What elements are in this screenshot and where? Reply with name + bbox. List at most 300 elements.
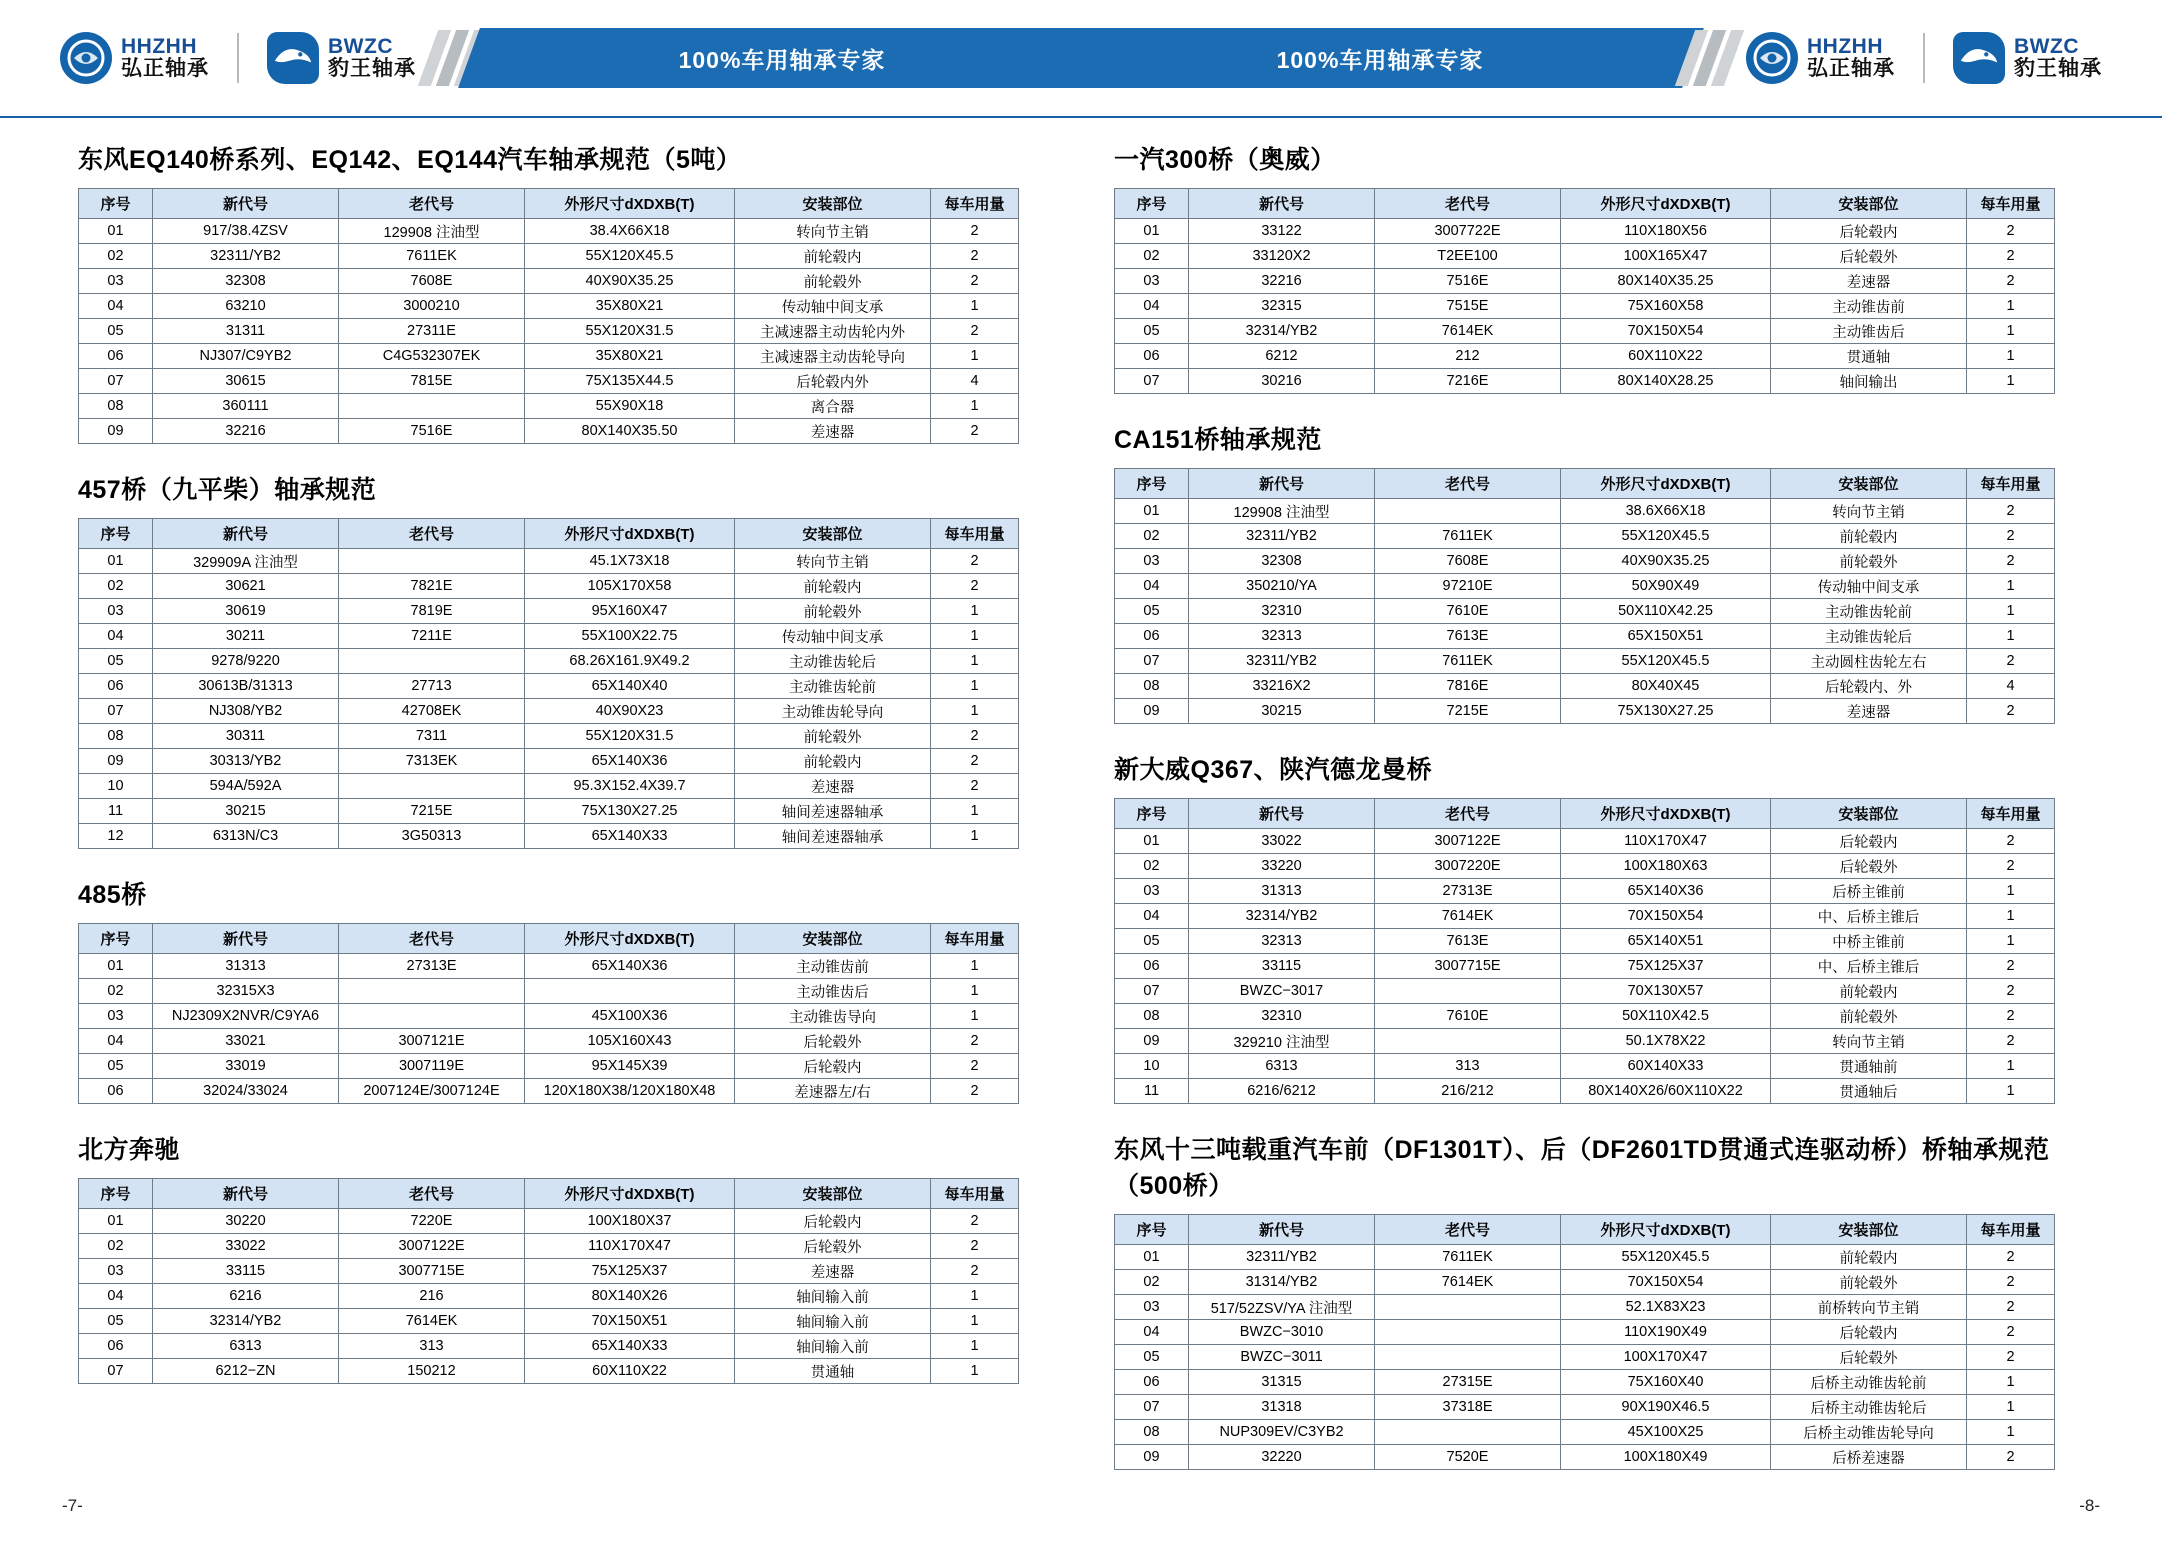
table-cell: 04 xyxy=(1115,904,1189,929)
banner-slogan-left: 100%车用轴承专家 xyxy=(678,46,886,73)
hhzhh-cn: 弘正轴承 xyxy=(121,57,209,80)
table-cell: 75X160X40 xyxy=(1561,1370,1771,1395)
table-cell: 80X140X26/60X110X22 xyxy=(1561,1079,1771,1104)
column-header: 每车用量 xyxy=(931,1179,1019,1209)
table-cell: 32024/33024 xyxy=(153,1079,339,1104)
section-title: 东风十三吨载重汽车前（DF1301T）、后（DF2601TD贯通式连驱动桥）桥轴承规范（500桥） xyxy=(1114,1136,2050,1200)
table-cell: 中、后桥主锥后 xyxy=(1771,904,1967,929)
table-cell: 贯通轴 xyxy=(1771,344,1967,369)
logo-group-left xyxy=(0,32,416,84)
table-cell: 主动锥齿导向 xyxy=(735,1004,931,1029)
table-cell: 33021 xyxy=(153,1029,339,1054)
table-row xyxy=(79,369,1019,394)
table-cell: 100X170X47 xyxy=(1561,1345,1771,1370)
table-cell: 轴间输入前 xyxy=(735,1284,931,1309)
column-header: 序号 xyxy=(79,924,153,954)
table-cell: 1 xyxy=(1967,1079,2055,1104)
table-cell: 4 xyxy=(1967,674,2055,699)
column-header: 安装部位 xyxy=(1771,189,1967,219)
column-header: 安装部位 xyxy=(1771,469,1967,499)
table-cell: 105X160X43 xyxy=(525,1029,735,1054)
table-cell: 7220E xyxy=(339,1209,525,1234)
table-cell xyxy=(1375,1029,1561,1054)
table-cell: 33120X2 xyxy=(1189,244,1375,269)
table-cell: 差速器 xyxy=(735,774,931,799)
table-cell: 前轮毂内 xyxy=(735,244,931,269)
table-cell: 32314/YB2 xyxy=(1189,319,1375,344)
section-title: 北方奔驰 xyxy=(78,1136,181,1164)
table-cell: 1 xyxy=(931,649,1019,674)
table-cell: 差速器 xyxy=(1771,699,1967,724)
section-title: CA151桥轴承规范 xyxy=(1114,426,1322,454)
table-cell: 后轮毂外 xyxy=(735,1029,931,1054)
page-content xyxy=(0,118,2162,1496)
table-cell: 35X80X21 xyxy=(525,344,735,369)
bwzc-logo-icon xyxy=(1953,32,2005,84)
table-cell: 55X120X45.5 xyxy=(1561,524,1771,549)
table-cell: 32314/YB2 xyxy=(153,1309,339,1334)
column-header: 外形尺寸dXDXB(T) xyxy=(525,924,735,954)
table-cell: 主动锥齿轮后 xyxy=(1771,624,1967,649)
table-cell: 2 xyxy=(1967,1345,2055,1370)
table-cell: 04 xyxy=(1115,1320,1189,1345)
table-cell: NUP309EV/C3YB2 xyxy=(1189,1420,1375,1445)
table-cell: 1 xyxy=(931,954,1019,979)
table-row xyxy=(1115,674,2055,699)
table-cell: 2 xyxy=(1967,1245,2055,1270)
column-header: 老代号 xyxy=(1375,469,1561,499)
table-cell: 33115 xyxy=(153,1259,339,1284)
column-header: 外形尺寸dXDXB(T) xyxy=(1561,469,1771,499)
table-cell: 后轮毂内 xyxy=(1771,219,1967,244)
table-cell: 后轮毂内、外 xyxy=(1771,674,1967,699)
table-cell xyxy=(339,394,525,419)
table-cell: 中桥主锥前 xyxy=(1771,929,1967,954)
table-cell: 110X170X47 xyxy=(525,1234,735,1259)
table-cell: 329210 注油型 xyxy=(1189,1029,1375,1054)
table-cell: 80X140X35.25 xyxy=(1561,269,1771,294)
header-banner xyxy=(422,28,1740,88)
table-row xyxy=(1115,929,2055,954)
table-cell: 后桥差速器 xyxy=(1771,1445,1967,1470)
table-cell: 1 xyxy=(1967,904,2055,929)
table-cell: 06 xyxy=(79,674,153,699)
table-cell: 33220 xyxy=(1189,854,1375,879)
table-row xyxy=(1115,244,2055,269)
table-row xyxy=(1115,499,2055,524)
table-cell: 68.26X161.9X49.2 xyxy=(525,649,735,674)
table-cell: T2EE100 xyxy=(1375,244,1561,269)
table-cell: 65X150X51 xyxy=(1561,624,1771,649)
table-cell: 3000210 xyxy=(339,294,525,319)
table-cell: 7815E xyxy=(339,369,525,394)
column-header: 每车用量 xyxy=(931,519,1019,549)
table-cell: 01 xyxy=(1115,829,1189,854)
page-number-left: -7- xyxy=(62,1496,83,1515)
table-cell: 贯通轴 xyxy=(735,1359,931,1384)
table-cell: 01 xyxy=(1115,219,1189,244)
table-cell: 50.1X78X22 xyxy=(1561,1029,1771,1054)
table-cell: 150212 xyxy=(339,1359,525,1384)
logo-hhzhh-left xyxy=(60,32,209,84)
table-cell: 105X170X58 xyxy=(525,574,735,599)
table-cell: 1 xyxy=(1967,344,2055,369)
table-row xyxy=(79,1359,1019,1384)
table-cell: 转向节主销 xyxy=(735,549,931,574)
bwzc-en: BWZC xyxy=(2014,34,2079,58)
table-cell: 后桥主动锥齿轮导向 xyxy=(1771,1420,1967,1445)
table-cell: 1 xyxy=(931,599,1019,624)
spec-table xyxy=(1114,468,2055,724)
table-row xyxy=(79,799,1019,824)
table-cell: 2 xyxy=(1967,649,2055,674)
table-cell: 7608E xyxy=(1375,549,1561,574)
table-cell: 主动锥齿轮后 xyxy=(735,649,931,674)
table-cell: 1 xyxy=(1967,929,2055,954)
table-cell: 45.1X73X18 xyxy=(525,549,735,574)
table-cell: 313 xyxy=(339,1334,525,1359)
table-cell xyxy=(1375,1295,1561,1320)
spec-table xyxy=(1114,798,2055,1104)
table-row xyxy=(1115,1270,2055,1295)
table-cell: 30313/YB2 xyxy=(153,749,339,774)
table-cell: 55X120X31.5 xyxy=(525,724,735,749)
table-cell: 35X80X21 xyxy=(525,294,735,319)
table-cell: 03 xyxy=(79,269,153,294)
table-cell: 2 xyxy=(931,749,1019,774)
table-cell: 4 xyxy=(931,369,1019,394)
table-row xyxy=(79,724,1019,749)
table-cell: 02 xyxy=(1115,1270,1189,1295)
table-cell: 07 xyxy=(79,1359,153,1384)
table-row xyxy=(1115,1320,2055,1345)
page-number-right: -8- xyxy=(2079,1496,2100,1515)
table-cell: 2 xyxy=(1967,1004,2055,1029)
hhzhh-en: HHZHH xyxy=(121,34,197,58)
column-header: 安装部位 xyxy=(735,519,931,549)
table-cell: 后轮毂外 xyxy=(1771,854,1967,879)
table-cell: BWZC−3011 xyxy=(1189,1345,1375,1370)
table-cell: 212 xyxy=(1375,344,1561,369)
column-header: 老代号 xyxy=(339,1179,525,1209)
spec-section xyxy=(60,1130,1040,1384)
table-cell: 7613E xyxy=(1375,929,1561,954)
table-cell: 70X130X57 xyxy=(1561,979,1771,1004)
table-row xyxy=(79,1054,1019,1079)
table-cell: 30216 xyxy=(1189,369,1375,394)
table-row xyxy=(79,674,1019,699)
table-cell: 38.6X66X18 xyxy=(1561,499,1771,524)
table-row xyxy=(1115,369,2055,394)
table-cell: 1 xyxy=(931,1284,1019,1309)
table-row xyxy=(79,1259,1019,1284)
table-cell: 前轮毂内 xyxy=(1771,979,1967,1004)
table-cell: 2 xyxy=(931,574,1019,599)
column-header: 新代号 xyxy=(1189,1215,1375,1245)
table-cell: 1 xyxy=(931,699,1019,724)
table-cell: 6212 xyxy=(1189,344,1375,369)
table-cell: 27311E xyxy=(339,319,525,344)
table-cell: 360111 xyxy=(153,394,339,419)
table-row xyxy=(1115,599,2055,624)
table-cell: 7614EK xyxy=(1375,319,1561,344)
table-cell: 90X190X46.5 xyxy=(1561,1395,1771,1420)
table-row xyxy=(1115,269,2055,294)
column-header: 序号 xyxy=(79,1179,153,1209)
table-cell: 31315 xyxy=(1189,1370,1375,1395)
column-header: 序号 xyxy=(1115,1215,1189,1245)
table-cell: 80X140X28.25 xyxy=(1561,369,1771,394)
hhzhh-en: HHZHH xyxy=(1807,34,1883,58)
table-cell: 后桥主锥前 xyxy=(1771,879,1967,904)
table-cell: 313 xyxy=(1375,1054,1561,1079)
table-cell: 04 xyxy=(1115,294,1189,319)
table-cell: 02 xyxy=(1115,524,1189,549)
spec-section xyxy=(60,470,1040,849)
table-cell: 80X140X26 xyxy=(525,1284,735,1309)
section-title: 一汽300桥（奥威） xyxy=(1114,146,1336,174)
table-cell: 传动轴中间支承 xyxy=(1771,574,1967,599)
table-cell: 后轮毂内 xyxy=(1771,1320,1967,1345)
table-cell: 7610E xyxy=(1375,1004,1561,1029)
table-row xyxy=(1115,879,2055,904)
table-cell: 65X140X51 xyxy=(1561,929,1771,954)
table-cell: 主减速器主动齿轮导向 xyxy=(735,344,931,369)
table-cell: 03 xyxy=(79,1259,153,1284)
table-cell: BWZC−3010 xyxy=(1189,1320,1375,1345)
table-cell: 216 xyxy=(339,1284,525,1309)
table-cell: 2 xyxy=(931,1054,1019,1079)
table-cell: 31313 xyxy=(1189,879,1375,904)
table-cell: 32310 xyxy=(1189,599,1375,624)
table-header-row xyxy=(79,1179,1019,1209)
table-cell: 2 xyxy=(1967,1445,2055,1470)
table-cell: 7313EK xyxy=(339,749,525,774)
table-cell: 80X40X45 xyxy=(1561,674,1771,699)
spec-table xyxy=(1114,1214,2055,1470)
table-row xyxy=(79,1234,1019,1259)
table-cell xyxy=(339,649,525,674)
table-cell: 后桥主动锥齿轮前 xyxy=(1771,1370,1967,1395)
table-header-row xyxy=(1115,1215,2055,1245)
table-cell: 主动锥齿轮前 xyxy=(1771,599,1967,624)
table-cell: 2 xyxy=(1967,829,2055,854)
table-cell: 09 xyxy=(1115,699,1189,724)
table-cell: 05 xyxy=(79,649,153,674)
spec-table xyxy=(78,188,1019,444)
column-header: 每车用量 xyxy=(1967,799,2055,829)
table-cell: 04 xyxy=(1115,574,1189,599)
table-cell: 03 xyxy=(1115,269,1189,294)
table-cell: 05 xyxy=(1115,599,1189,624)
table-cell: 65X140X36 xyxy=(1561,879,1771,904)
table-cell: 3007122E xyxy=(1375,829,1561,854)
table-cell: 前轮毂外 xyxy=(1771,1004,1967,1029)
table-cell: 32310 xyxy=(1189,1004,1375,1029)
table-cell xyxy=(1375,1320,1561,1345)
table-cell: 50X110X42.5 xyxy=(1561,1004,1771,1029)
table-row xyxy=(79,649,1019,674)
table-cell: 08 xyxy=(1115,674,1189,699)
table-row xyxy=(1115,979,2055,1004)
table-cell: 33115 xyxy=(1189,954,1375,979)
bwzc-cn: 豹王轴承 xyxy=(328,57,416,80)
table-cell xyxy=(1375,499,1561,524)
table-cell: 32311/YB2 xyxy=(153,244,339,269)
table-cell: 轴间输出 xyxy=(1771,369,1967,394)
table-header-row xyxy=(1115,189,2055,219)
table-cell xyxy=(525,979,735,1004)
table-cell: 917/38.4ZSV xyxy=(153,219,339,244)
table-row xyxy=(79,1029,1019,1054)
table-cell: 前轮毂内 xyxy=(1771,1245,1967,1270)
logo-hhzhh-right xyxy=(1746,32,1895,84)
table-cell: 04 xyxy=(79,294,153,319)
table-cell: 6313N/C3 xyxy=(153,824,339,849)
table-cell: 1 xyxy=(931,394,1019,419)
table-cell: 前轮毂内 xyxy=(1771,524,1967,549)
table-row xyxy=(79,1309,1019,1334)
column-header: 安装部位 xyxy=(735,924,931,954)
table-cell: 30215 xyxy=(153,799,339,824)
table-cell: 05 xyxy=(1115,1345,1189,1370)
spec-section xyxy=(60,875,1040,1104)
table-row xyxy=(79,624,1019,649)
table-cell: 2 xyxy=(1967,524,2055,549)
table-cell: 06 xyxy=(1115,1370,1189,1395)
table-cell: 33022 xyxy=(153,1234,339,1259)
spec-section xyxy=(1096,140,2076,394)
table-cell: 主动锥齿前 xyxy=(735,954,931,979)
table-cell: 594A/592A xyxy=(153,774,339,799)
column-header: 外形尺寸dXDXB(T) xyxy=(525,519,735,549)
table-cell: 27315E xyxy=(1375,1370,1561,1395)
table-cell: 2 xyxy=(931,774,1019,799)
table-cell: 后轮毂内 xyxy=(1771,829,1967,854)
column-header: 老代号 xyxy=(1375,189,1561,219)
table-cell: 前轮毂内 xyxy=(735,749,931,774)
table-header-row xyxy=(79,189,1019,219)
table-cell: 1 xyxy=(931,799,1019,824)
table-cell: 04 xyxy=(79,1029,153,1054)
table-cell: 63210 xyxy=(153,294,339,319)
spec-section xyxy=(1096,1130,2076,1470)
table-cell: 差速器左/右 xyxy=(735,1079,931,1104)
table-cell: 前轮毂外 xyxy=(735,724,931,749)
table-cell: 1 xyxy=(931,1004,1019,1029)
table-cell: 02 xyxy=(79,1234,153,1259)
table-cell: 离合器 xyxy=(735,394,931,419)
table-cell: 7516E xyxy=(1375,269,1561,294)
table-cell: 07 xyxy=(1115,1395,1189,1420)
table-cell: C4G532307EK xyxy=(339,344,525,369)
column-header: 每车用量 xyxy=(1967,469,2055,499)
hhzhh-logo-icon xyxy=(1746,32,1798,84)
table-cell: 33216X2 xyxy=(1189,674,1375,699)
table-cell: 100X165X47 xyxy=(1561,244,1771,269)
table-cell: 75X160X58 xyxy=(1561,294,1771,319)
table-row xyxy=(1115,829,2055,854)
bwzc-logo-text xyxy=(328,36,416,80)
table-cell: 1 xyxy=(931,1359,1019,1384)
table-cell: 2 xyxy=(931,549,1019,574)
table-cell: 7611EK xyxy=(1375,524,1561,549)
table-cell: 09 xyxy=(79,419,153,444)
table-cell: 前轮毂外 xyxy=(1771,549,1967,574)
table-cell: 1 xyxy=(931,1309,1019,1334)
table-cell: 100X180X49 xyxy=(1561,1445,1771,1470)
logo-bwzc-left xyxy=(267,32,416,84)
table-cell: 60X110X22 xyxy=(1561,344,1771,369)
table-cell: 45X100X25 xyxy=(1561,1420,1771,1445)
table-row xyxy=(1115,1079,2055,1104)
table-cell: 50X90X49 xyxy=(1561,574,1771,599)
table-cell: 33019 xyxy=(153,1054,339,1079)
table-cell: 32220 xyxy=(1189,1445,1375,1470)
column-header: 外形尺寸dXDXB(T) xyxy=(525,1179,735,1209)
table-cell: 70X150X54 xyxy=(1561,1270,1771,1295)
spec-section xyxy=(1096,750,2076,1104)
table-row xyxy=(79,774,1019,799)
table-cell: 2 xyxy=(1967,699,2055,724)
table-cell: 05 xyxy=(1115,319,1189,344)
spec-table xyxy=(78,923,1019,1104)
table-row xyxy=(79,549,1019,574)
table-cell: 1 xyxy=(1967,624,2055,649)
table-cell: 6212−ZN xyxy=(153,1359,339,1384)
table-cell: 12 xyxy=(79,824,153,849)
column-header: 外形尺寸dXDXB(T) xyxy=(525,189,735,219)
table-cell: 33122 xyxy=(1189,219,1375,244)
hhzhh-logo-text xyxy=(121,36,209,80)
table-cell: 2 xyxy=(931,419,1019,444)
table-row xyxy=(79,979,1019,1004)
table-cell: 11 xyxy=(1115,1079,1189,1104)
bwzc-en: BWZC xyxy=(328,34,393,58)
table-row xyxy=(79,394,1019,419)
table-cell: 329909A 注油型 xyxy=(153,549,339,574)
table-cell: 03 xyxy=(79,599,153,624)
table-cell: 3007220E xyxy=(1375,854,1561,879)
table-row xyxy=(1115,624,2055,649)
table-cell: 贯通轴后 xyxy=(1771,1079,1967,1104)
table-header-row xyxy=(79,519,1019,549)
table-cell: 7311 xyxy=(339,724,525,749)
table-cell: 7819E xyxy=(339,599,525,624)
table-cell: 32314/YB2 xyxy=(1189,904,1375,929)
table-cell: 2 xyxy=(1967,854,2055,879)
table-cell: 7821E xyxy=(339,574,525,599)
logo-group-right xyxy=(1746,32,2162,84)
table-cell: 1 xyxy=(1967,369,2055,394)
table-cell: 42708EK xyxy=(339,699,525,724)
table-row xyxy=(79,1334,1019,1359)
column-header: 每车用量 xyxy=(1967,189,2055,219)
table-cell xyxy=(1375,979,1561,1004)
table-cell: 9278/9220 xyxy=(153,649,339,674)
table-cell: 32216 xyxy=(1189,269,1375,294)
table-cell xyxy=(1375,1420,1561,1445)
table-cell: 传动轴中间支承 xyxy=(735,294,931,319)
table-cell: 前轮毂内 xyxy=(735,574,931,599)
table-cell: 10 xyxy=(1115,1054,1189,1079)
table-cell: 05 xyxy=(79,1054,153,1079)
table-cell: 65X140X36 xyxy=(525,749,735,774)
table-cell: 32311/YB2 xyxy=(1189,1245,1375,1270)
table-cell: 32311/YB2 xyxy=(1189,524,1375,549)
table-cell: 32315X3 xyxy=(153,979,339,1004)
table-cell: 2 xyxy=(1967,1320,2055,1345)
